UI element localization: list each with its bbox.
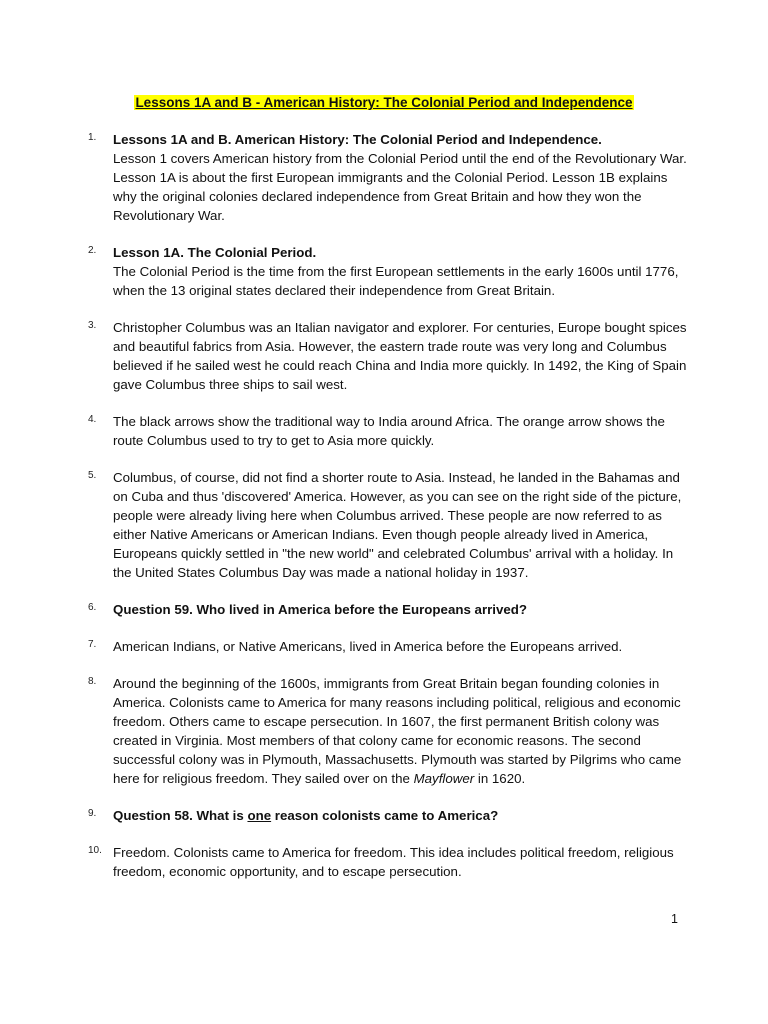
item-text: Columbus, of course, did not find a shorter route to Asia. Instead, he landed in the Bahamas and on Cuba and thus 'discovered' America. However, as you can see on the right side of the picture, people were already living here when Columbus arrived. These people are now referred to as either Native Americans or American Indians. Even though people already lived in America, Europeans quickly settled in "the new world" and celebrated Columbus' arrival with a holiday. In the United States Columbus Day was made a national holiday in 1937. bbox=[113, 470, 682, 580]
question-text: Question 59. Who lived in America before the Europeans arrived? bbox=[113, 602, 528, 617]
numbered-list bbox=[88, 130, 688, 899]
item-text: Freedom. Colonists came to America for freedom. This idea includes political freedom, religious freedom, economic opportunity, and to escape persecution. bbox=[113, 845, 674, 879]
item-text: The black arrows show the traditional way to India around Africa. The orange arrow shows the route Columbus used to try to get to Asia more quickly. bbox=[113, 414, 665, 448]
list-item-9 bbox=[88, 806, 688, 825]
item-number: 5. bbox=[88, 470, 97, 481]
list-item-3 bbox=[88, 318, 688, 394]
list-item-6 bbox=[88, 600, 688, 619]
item-heading: Lessons 1A and B. American History: The Colonial Period and Independence. bbox=[113, 132, 602, 147]
list-item-7 bbox=[88, 637, 688, 656]
item-text-after: in 1620. bbox=[474, 771, 526, 786]
list-item-4 bbox=[88, 412, 688, 450]
item-number: 3. bbox=[88, 320, 97, 331]
item-number: 2. bbox=[88, 245, 97, 256]
item-number: 1. bbox=[88, 132, 97, 143]
question-after: reason colonists came to America? bbox=[271, 808, 499, 823]
list-item-2 bbox=[88, 243, 688, 300]
question-emphasis: one bbox=[247, 808, 272, 823]
item-text: American Indians, or Native Americans, lived in America before the Europeans arrived. bbox=[113, 639, 623, 654]
item-text: Lesson 1 covers American history from the Colonial Period until the end of the Revolutionary War. Lesson 1A is about the first European immigrants and the Colonial Period. Lesson 1B explains why the original colonies declared independence from Great Britain and how they won the Revolutionary War. bbox=[113, 151, 687, 223]
item-number: 10. bbox=[88, 845, 102, 856]
item-text-before: Around the beginning of the 1600s, immigrants from Great Britain began founding colonies in America. Colonists came to America for many reasons including political, religious and economic freedom. Others came to escape persecution. In 1607, the first permanent British colony was created in Virginia. Most members of that colony came for economic reasons. The second successful colony was in Plymouth, Massachusetts. Plymouth was started by Pilgrims who came here for religious freedom. They sailed over on the bbox=[113, 676, 682, 786]
item-number: 4. bbox=[88, 414, 97, 425]
list-item-8 bbox=[88, 674, 688, 788]
item-text: The Colonial Period is the time from the first European settlements in the early 1600s until 1776, when the 13 original states declared their independence from Great Britain. bbox=[113, 264, 679, 298]
list-item-1 bbox=[88, 130, 688, 225]
item-number: 8. bbox=[88, 676, 97, 687]
page-number: 1 bbox=[671, 912, 678, 926]
question-text bbox=[113, 806, 688, 825]
item-number: 9. bbox=[88, 808, 97, 819]
item-heading: Lesson 1A. The Colonial Period. bbox=[113, 245, 317, 260]
question-before: Question 58. What is bbox=[113, 808, 248, 823]
item-number: 7. bbox=[88, 639, 97, 650]
title-container bbox=[0, 94, 768, 112]
list-item-10 bbox=[88, 843, 688, 881]
item-text: Christopher Columbus was an Italian navigator and explorer. For centuries, Europe bought spices and beautiful fabrics from Asia. However, the eastern trade route was very long and Columbus believed if he sailed west he could reach China and India more quickly. In 1492, the King of Spain gave Columbus three ships to sail west. bbox=[113, 320, 687, 392]
item-text bbox=[113, 674, 688, 788]
item-number: 6. bbox=[88, 602, 97, 613]
ship-name: Mayflower bbox=[413, 771, 475, 786]
list-item-5 bbox=[88, 468, 688, 582]
document-title: Lessons 1A and B - American History: The Colonial Period and Independence bbox=[135, 95, 633, 110]
